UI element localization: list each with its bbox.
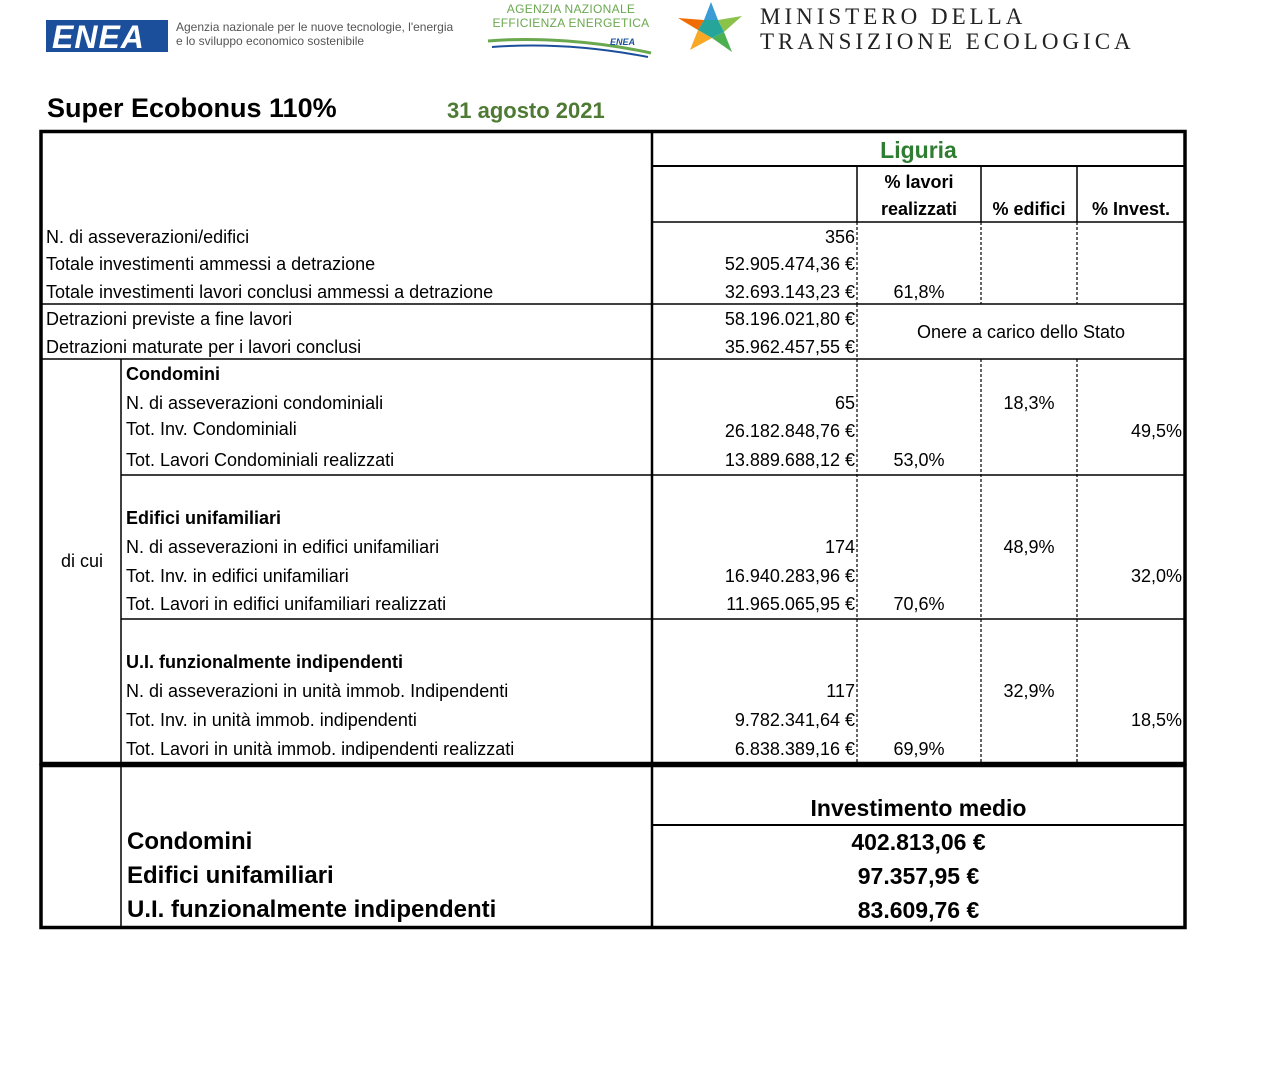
group-n-value: 174 [824,537,855,557]
group-pct-edifici: 32,9% [1003,681,1055,701]
onere-note: Onere a carico dello Stato [916,322,1126,342]
group-n-value: 117 [826,681,855,701]
group-n-value: 65 [834,393,855,413]
avg-label: Edifici unifamiliari [127,862,334,889]
group-pct-edifici: 18,3% [1003,393,1055,413]
group-lav-label: Tot. Lavori in unità immob. indipendenti realizzati [126,739,515,759]
group-inv-value: 9.782.341,64 € [734,710,855,730]
group-pct-lavori: 53,0% [893,450,945,470]
group-pct-edifici: 48,9% [1003,537,1055,557]
detrazioni-value: 58.196.021,80 € [724,309,855,329]
group-title: Condomini [126,364,220,384]
avg-value: 402.813,06 € [851,829,986,855]
group-n-label: N. di asseverazioni condominiali [126,393,384,413]
group-lav-value: 13.889.688,12 € [724,450,855,470]
summary-label: Totale investimenti ammessi a detrazione [46,254,376,274]
summary-value: 52.905.474,36 € [724,254,855,274]
summary-value: 356 [824,227,855,247]
group-pct-lavori: 69,9% [893,739,945,759]
group-title: Edifici unifamiliari [126,508,282,528]
enea-subtitle-line1: Agenzia nazionale per le nuove tecnologie, l'energia [176,20,454,34]
group-title: U.I. funzionalmente indipendenti [126,652,403,672]
report-date: 31 agosto 2021 [447,98,605,123]
group-n-label: N. di asseverazioni in edifici unifamiliari [126,537,440,557]
avg-label: Condomini [127,828,253,855]
region-header: Liguria [880,137,957,163]
enea-subtitle-line2: e lo sviluppo economico sostenibile [176,34,365,48]
group-inv-label: Tot. Inv. in edifici unifamiliari [126,566,349,586]
col-invest: % Invest. [1091,199,1171,219]
ministry-line2: TRANSIZIONE ECOLOGICA [760,29,1135,54]
group-pct-invest: 18,5% [1130,710,1182,730]
di-cui-label: di cui [60,551,104,571]
group-lav-label: Tot. Lavori Condominiali realizzati [126,450,395,470]
avg-value: 83.609,76 € [857,897,980,923]
svg-text:ENEA: ENEA [52,19,145,54]
col-lavori-line1: % lavori [884,172,954,192]
enea-logo [46,18,168,54]
detrazioni-label: Detrazioni previste a fine lavori [46,309,293,329]
avg-label: U.I. funzionalmente indipendenti [127,896,497,923]
summary-pct-lavori: 61,8% [893,282,945,302]
detrazioni-value: 35.962.457,55 € [724,337,855,357]
group-inv-value: 16.940.283,96 € [724,566,855,586]
agency-line1: AGENZIA NAZIONALE [506,2,636,16]
summary-label: Totale investimenti lavori conclusi ammessi a detrazione [46,282,494,302]
col-lavori-line2: realizzati [880,199,958,219]
avg-header: Investimento medio [810,795,1027,821]
agency-mini-logo: ENEA [610,37,636,47]
detrazioni-label: Detrazioni maturate per i lavori conclusi [46,337,362,357]
group-pct-invest: 49,5% [1130,421,1182,441]
ministry-line1: MINISTERO DELLA [760,4,1027,29]
summary-label: N. di asseverazioni/edifici [46,227,250,247]
group-inv-label: Tot. Inv. Condominiali [126,419,297,439]
star-logo-icon [676,0,746,54]
avg-value: 97.357,95 € [857,863,980,889]
group-lav-value: 11.965.065,95 € [726,594,855,614]
group-pct-invest: 32,0% [1130,566,1182,586]
page-title: Super Ecobonus 110% [47,93,337,123]
group-inv-value: 26.182.848,76 € [724,421,855,441]
group-n-label: N. di asseverazioni in unità immob. Indipendenti [126,681,509,701]
group-lav-value: 6.838.389,16 € [734,739,855,759]
col-edifici: % edifici [992,199,1066,219]
agency-logo [486,3,656,59]
group-lav-label: Tot. Lavori in edifici unifamiliari realizzati [126,594,447,614]
group-pct-lavori: 70,6% [893,594,945,614]
agency-line2: EFFICIENZA ENERGETICA [492,16,650,30]
enea-subtitle [176,20,453,48]
ministry-name [760,4,1135,54]
summary-value: 32.693.143,23 € [724,282,855,302]
group-inv-label: Tot. Inv. in unità immob. indipendenti [126,710,417,730]
